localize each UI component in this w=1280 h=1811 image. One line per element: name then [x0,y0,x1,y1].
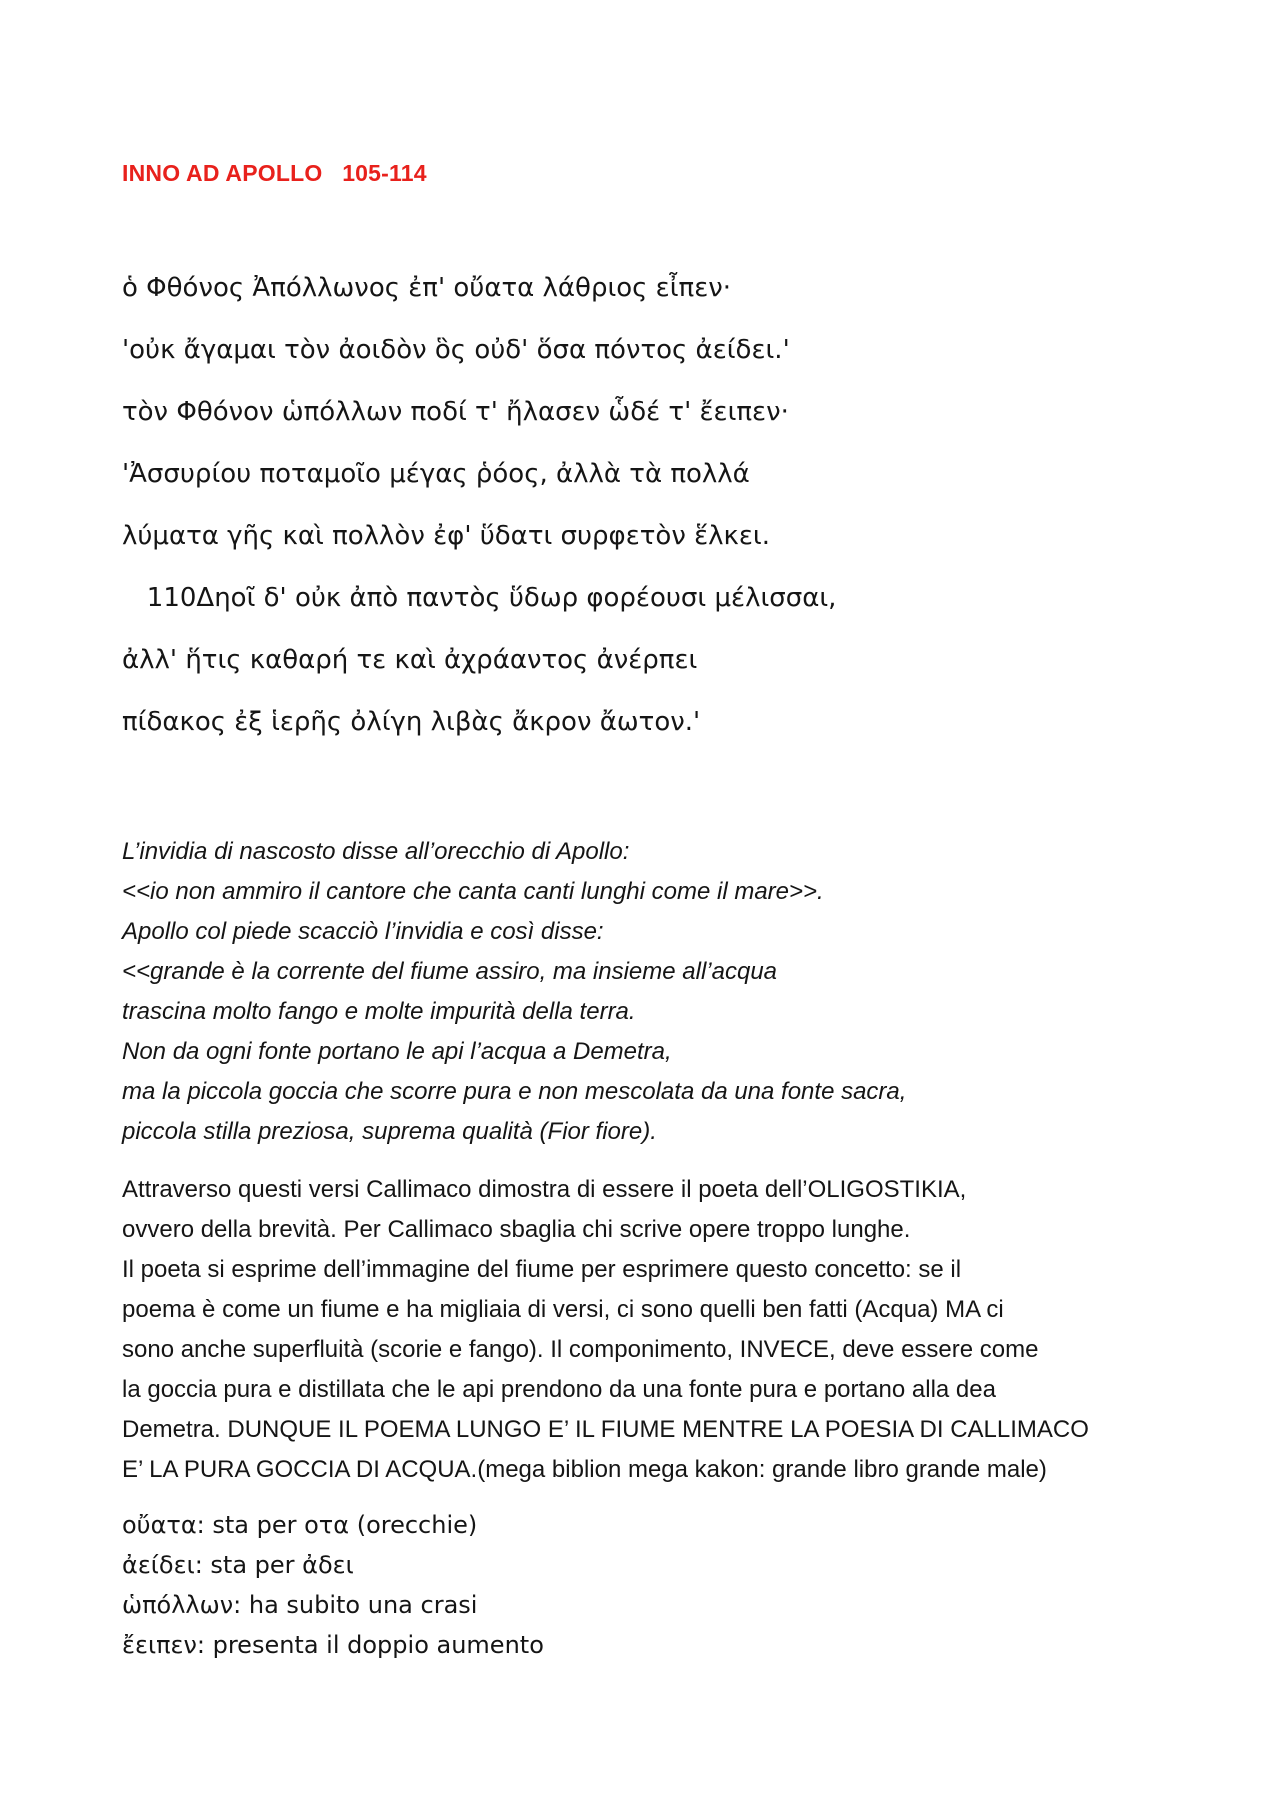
greek-text [122,268,1222,764]
greek-line: ἀλλ' ἥτις καθαρή τε καὶ ἀχράαντος ἀνέρπει [122,645,698,675]
translation-line: ma la piccola goccia che scorre pura e non mescolata da una fonte sacra, [122,1078,907,1105]
greek-line: 'Ἀσσυρίου ποταμοῖο μέγας ῥόος, ἀλλὰ τὰ πολλά [122,459,750,489]
commentary-line: ovvero della brevità. Per Callimaco sbaglia chi scrive opere troppo lunghe. [122,1216,911,1243]
greek-line: πίδακος ἐξ ἱερῆς ὀλίγη λιβὰς ἄκρον ἄωτον.' [122,707,701,737]
greek-line: 'οὐκ ἄγαμαι τὸν ἀοιδὸν ὃς οὐδ' ὅσα πόντος ἀείδει.' [122,335,790,365]
greek-line: τὸν Φθόνον ὡπόλλων ποδί τ' ἤλασεν ὧδέ τ' ἔειπεν· [122,397,789,427]
translation-line: <<io non ammiro il cantore che canta canti lunghi come il mare>>. [122,878,824,905]
italian-translation [122,832,1222,1152]
grammar-notes [122,1505,1222,1665]
note-line: οὔατα: sta per οτα (orecchie) [122,1511,478,1539]
translation-line: trascina molto fango e molte impurità della terra. [122,998,636,1025]
page-title: INNO AD APOLLO 105-114 [122,160,427,186]
commentary-line: la goccia pura e distillata che le api prendono da una fonte pura e portano alla dea [122,1376,996,1403]
greek-line: λύματα γῆς καὶ πολλὸν ἐφ' ὕδατι συρφετὸν ἕλκει. [122,521,770,551]
greek-line: ὁ Φθόνος Ἀπόλλωνος ἐπ' οὔατα λάθριος εἶπεν· [122,273,732,303]
translation-line: Non da ogni fonte portano le api l’acqua a Demetra, [122,1038,672,1065]
commentary-line: Il poeta si esprime dell’immagine del fiume per esprimere questo concetto: se il [122,1256,962,1283]
note-line: ὡπόλλων: ha subito una crasi [122,1591,478,1619]
translation-line: piccola stilla preziosa, suprema qualità (Fior fiore). [122,1118,657,1145]
greek-line: 110Δηοῖ δ' οὐκ ἀπὸ παντὸς ὕδωρ φορέουσι μέλισσαι, [122,583,837,613]
translation-line: <<grande è la corrente del fiume assiro, ma insieme all’acqua [122,958,778,985]
commentary-line: sono anche superfluità (scorie e fango). Il componimento, INVECE, deve essere come [122,1336,1039,1363]
note-line: ἔειπεν: presenta il doppio aumento [122,1631,544,1659]
commentary-line: poema è come un fiume e ha migliaia di versi, ci sono quelli ben fatti (Acqua) MA ci [122,1296,1004,1323]
commentary-paragraph [122,1170,1222,1490]
commentary-line: Attraverso questi versi Callimaco dimostra di essere il poeta dell’OLIGOSTIKIA, [122,1176,967,1203]
translation-line: Apollo col piede scacciò l’invidia e così disse: [122,918,604,945]
commentary-line: E’ LA PURA GOCCIA DI ACQUA.(mega biblion mega kakon: grande libro grande male) [122,1456,1047,1483]
translation-line: L’invidia di nascosto disse all’orecchio di Apollo: [122,838,630,865]
note-line: ἀείδει: sta per ἀδει [122,1551,354,1579]
commentary-line: Demetra. DUNQUE IL POEMA LUNGO E’ IL FIUME MENTRE LA POESIA DI CALLIMACO [122,1416,1089,1443]
